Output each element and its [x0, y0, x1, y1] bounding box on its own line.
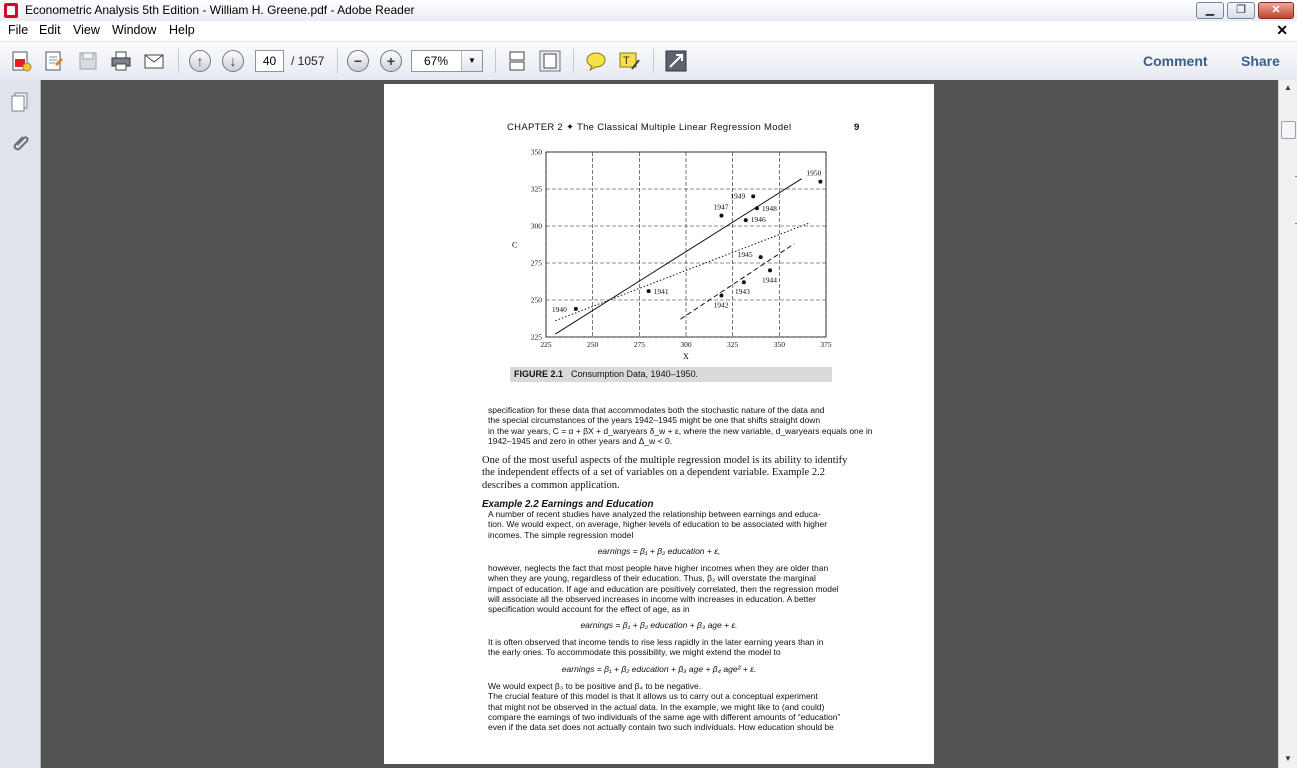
x-tick-label: 300 [680, 340, 692, 349]
navigation-pane [0, 80, 41, 768]
toolbar-separator [653, 49, 654, 73]
text-line: the special circumstances of the years 1942–1945 might be one that shifts straight down [488, 415, 821, 426]
data-point-label: 1947 [713, 202, 729, 212]
example-paragraph-3 [488, 637, 823, 658]
data-point [719, 214, 723, 218]
vertical-scrollbar[interactable] [1278, 80, 1297, 768]
menu-bar [0, 21, 1297, 41]
scroll-up-icon[interactable]: ▲ [1284, 83, 1292, 92]
print-icon[interactable] [109, 49, 133, 73]
title-bar [0, 0, 1297, 22]
data-point [818, 180, 822, 184]
menu-file[interactable]: File [8, 23, 29, 37]
toolbar-separator [337, 49, 338, 73]
fit-line-solid [555, 179, 801, 334]
next-page-button[interactable]: ↓ [222, 50, 244, 72]
text-line: the independent effects of a set of variables on a dependent variable. Example 2.2 [482, 467, 825, 479]
text-line: in the war years, C = α + βX + d_waryears δ_w + ε, where the new variable, d_waryears equals one in [488, 425, 873, 436]
consumption-chart [504, 146, 834, 366]
text-line: the early ones. To accommodate this possibility, we might extend the model to [488, 647, 781, 658]
x-tick-label: 225 [540, 340, 552, 349]
edit-document-icon[interactable] [42, 49, 66, 73]
x-tick-label: 275 [633, 340, 645, 349]
chevron-down-icon[interactable]: ▼ [461, 51, 482, 71]
text-line: when they are young, regardless of their education. Thus, β₂ will overstate the marginal [488, 573, 816, 584]
figure-label: FIGURE 2.1 [514, 369, 564, 379]
equation-3: earnings = β₁ + β₂ education + β₃ age + β₄ age² + ε. [561, 664, 757, 674]
data-point-label: 1944 [762, 275, 777, 285]
data-point [574, 307, 578, 311]
menu-help[interactable]: Help [169, 23, 195, 37]
text-line: We would expect β₃ to be positive and β₄ to be negative. [488, 681, 702, 691]
highlight-text-icon[interactable] [617, 49, 641, 73]
text-line: tion. We would expect, on average, higher levels of education to be associated with higher [488, 519, 828, 530]
text-line: The crucial feature of this model is that it allows us to carry out a conceptual experiment [488, 691, 818, 702]
data-point-label: 1946 [750, 215, 766, 225]
example-paragraph-2 [488, 563, 839, 614]
data-point-label: 1943 [734, 287, 750, 297]
close-document-button[interactable]: ✕ [1276, 22, 1288, 38]
running-head-text: CHAPTER 2 ✦ The Classical Multiple Linear Regression Model [507, 122, 792, 133]
y-tick-label: 250 [530, 295, 542, 305]
data-point-label: 1945 [737, 250, 753, 260]
y-tick-label: 325 [530, 184, 542, 194]
x-tick-label: 250 [587, 340, 599, 349]
data-point-label: 1941 [653, 287, 669, 297]
pdf-page [384, 84, 934, 764]
email-icon[interactable] [142, 49, 166, 73]
svg-text:T: T [623, 55, 630, 67]
text-line: It is often observed that income tends to rise less rapidly in the later earning years than in [488, 637, 824, 647]
share-pane-button[interactable]: Share [1241, 53, 1280, 69]
x-axis-label: X [683, 352, 689, 361]
window-title: Econometric Analysis 5th Edition - William H. Greene.pdf - Adobe Reader [25, 3, 415, 17]
text-line: even if the data set does not actually contain two such individuals. How education should be [488, 722, 834, 733]
data-point [744, 218, 748, 222]
text-line: One of the most useful aspects of the multiple regression model is its ability to identify [482, 455, 848, 466]
page-number-input[interactable]: 40 [255, 50, 284, 72]
y-tick-label: 300 [530, 221, 542, 231]
chart-grid [546, 152, 826, 337]
menu-window[interactable]: Window [112, 23, 157, 37]
full-screen-icon[interactable] [664, 49, 688, 73]
zoom-in-button[interactable]: + [380, 50, 402, 72]
example-paragraph-4 [488, 681, 840, 732]
data-point-label: 1949 [730, 191, 746, 201]
close-window-button[interactable] [1258, 2, 1294, 19]
text-line: compare the earnings of two individuals of the same age with different amounts of “education” [488, 711, 841, 722]
page-thumbnails-icon[interactable] [8, 90, 32, 114]
running-head [507, 122, 860, 133]
text-line: impact of education. If age and education are positively correlated, then the regression model [488, 583, 839, 594]
data-point-label: 1942 [713, 300, 729, 310]
paragraph-1 [488, 405, 873, 446]
text-line: specification would account for the effect of age, as in [488, 604, 690, 615]
data-point-label: 1948 [761, 204, 777, 214]
sticky-note-icon[interactable] [584, 49, 608, 73]
text-line: describes a common application. [482, 479, 620, 491]
x-tick-label: 375 [820, 340, 832, 349]
text-line: 1942–1945 and zero in other years and Δ_w < 0. [488, 435, 673, 446]
restore-icon: ❐ [1236, 4, 1246, 16]
data-point [755, 206, 759, 210]
figure-caption [510, 367, 832, 382]
toolbar-separator [573, 49, 574, 73]
scrolling-mode-icon[interactable] [505, 49, 529, 73]
y-tick-label: 350 [530, 147, 542, 157]
text-line: that might not be observed in the actual data. In the example, we might like to (and could) [488, 701, 825, 712]
restore-button[interactable] [1227, 2, 1255, 19]
text-line: A number of recent studies have analyzed the relationship between earnings and educa- [488, 509, 821, 519]
text-line: however, neglects the fact that most people have higher incomes when they are older than [488, 563, 829, 573]
zoom-value: 67% [424, 54, 449, 68]
equation-1: earnings = β₁ + β₂ education + ε, [597, 546, 721, 556]
save-icon[interactable] [76, 49, 100, 73]
menu-view[interactable]: View [73, 23, 100, 37]
close-icon: ✕ [1271, 4, 1281, 16]
zoom-out-button[interactable]: − [347, 50, 369, 72]
chart-fit-lines [555, 179, 809, 334]
menu-edit[interactable]: Edit [39, 23, 61, 37]
data-point [719, 294, 723, 298]
create-pdf-icon[interactable] [9, 49, 33, 73]
minimize-icon: ▁ [1205, 4, 1215, 16]
toolbar-separator [495, 49, 496, 73]
page-number: 9 [854, 122, 860, 133]
data-point [759, 255, 763, 259]
figure-caption-text: Consumption Data, 1940–1950. [571, 369, 699, 379]
y-axis-label: C [512, 240, 518, 250]
x-tick-label: 350 [773, 340, 785, 349]
equation-2: earnings = β₁ + β₂ education + β₃ age + ε. [580, 620, 738, 630]
y-tick-label: 225 [530, 332, 542, 342]
page-total: / 1057 [291, 54, 325, 68]
data-point [742, 280, 746, 284]
x-tick-label: 325 [727, 340, 739, 349]
example-paragraph-1 [488, 509, 827, 540]
paragraph-2 [482, 455, 847, 492]
data-point [751, 194, 755, 198]
text-line: incomes. The simple regression model [488, 529, 634, 540]
toolbar-separator [178, 49, 179, 73]
y-tick-label: 275 [530, 258, 542, 268]
zoom-select[interactable] [411, 50, 483, 72]
scrollbar-thumb[interactable] [1281, 121, 1296, 139]
data-point [768, 268, 772, 272]
comment-pane-button[interactable]: Comment [1143, 53, 1208, 69]
text-line: specification for these data that accommodates both the stochastic nature of the data and [488, 405, 825, 415]
data-point [647, 289, 651, 293]
data-point-label: 1940 [551, 304, 567, 314]
previous-page-button[interactable]: ↑ [189, 50, 211, 72]
text-line: will associate all the observed increases in income with increases in education. A better [488, 593, 816, 604]
adobe-reader-icon [4, 3, 18, 18]
scroll-down-icon[interactable]: ▼ [1284, 754, 1292, 763]
fit-page-icon[interactable] [538, 49, 562, 73]
toolbar [0, 41, 1297, 81]
example-heading: Example 2.2 Earnings and Education [482, 499, 654, 510]
data-point-label: 1950 [806, 168, 822, 178]
minimize-button[interactable] [1196, 2, 1224, 19]
attachments-icon[interactable] [8, 132, 32, 156]
